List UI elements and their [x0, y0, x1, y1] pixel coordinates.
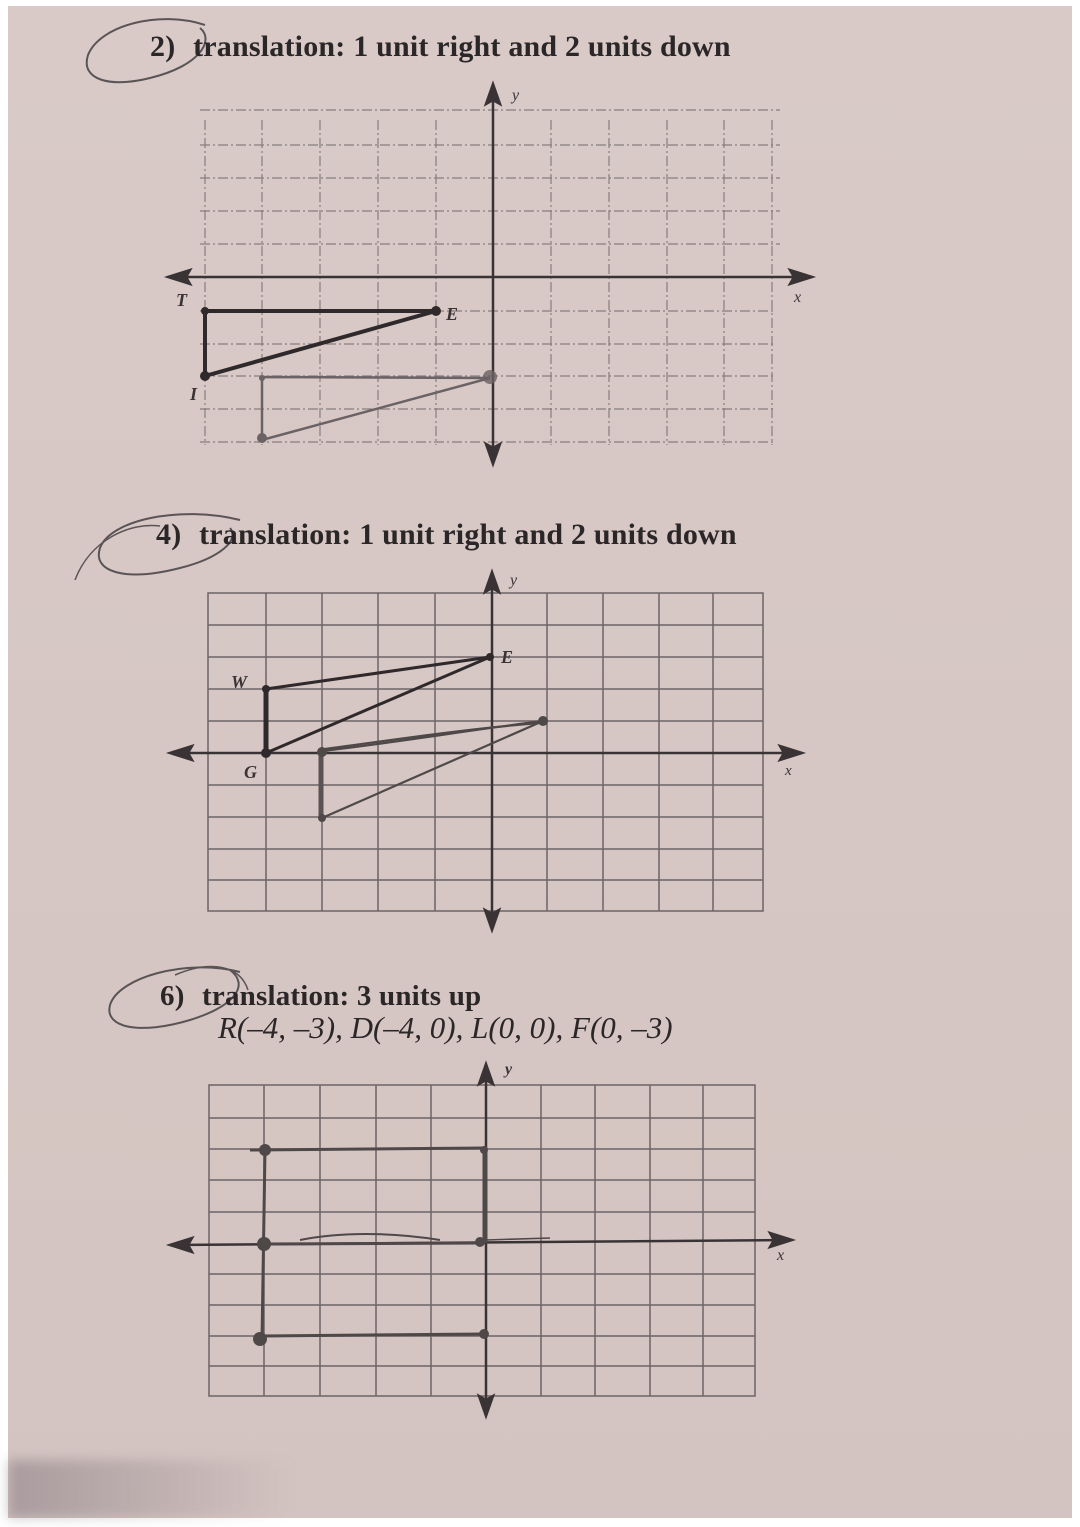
problem-4-instruction: translation: 1 unit right and 2 units down [199, 518, 737, 551]
x-axis-label: x [785, 763, 792, 779]
problem-6-number: 6) [160, 980, 185, 1012]
problem-2-number: 2) [150, 30, 176, 63]
vertex-label-w: W [231, 672, 248, 692]
y-axis-label: y [505, 1061, 513, 1078]
vertex-label-e: E [501, 647, 514, 667]
x-axis-label: x [794, 289, 802, 306]
problem-4-number: 4) [156, 518, 182, 551]
rectangle-drawn [250, 1148, 550, 1340]
vertex-label-g: G [244, 762, 257, 782]
problem-6-coordinates: R(–4, –3), D(–4, 0), L(0, 0), F(0, –3) [218, 1010, 673, 1045]
vertex-label-t: T [176, 290, 187, 310]
vertex-label-i: I [190, 384, 198, 404]
y-axis-label: y [510, 572, 518, 589]
problem-6-instruction: translation: 3 units up [202, 980, 482, 1012]
x-axis-label: x [777, 1247, 785, 1264]
vertex-label-e: E [446, 304, 459, 324]
y-axis-label: y [512, 87, 520, 104]
problem-2-instruction: translation: 1 unit right and 2 units down [193, 30, 731, 63]
